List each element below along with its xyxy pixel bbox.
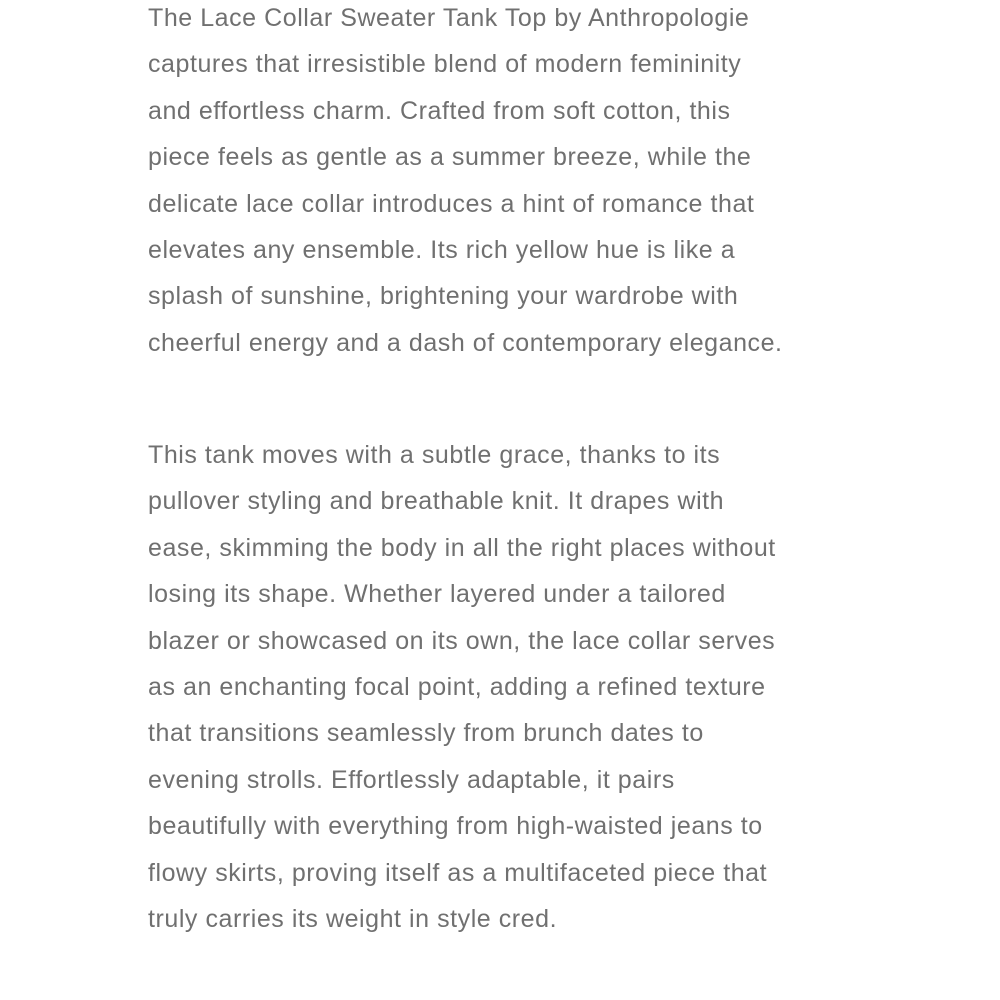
- paragraph-line: as an enchanting focal point, adding a refined texture: [148, 672, 766, 701]
- description-paragraph-2: [148, 432, 776, 942]
- paragraph-line: cheerful energy and a dash of contemporary elegance.: [148, 328, 783, 357]
- paragraph-line: captures that irresistible blend of modern femininity: [148, 50, 742, 79]
- paragraph-line: beautifully with everything from high-waisted jeans to: [148, 812, 763, 841]
- paragraph-line: losing its shape. Whether layered under a tailored: [148, 580, 726, 609]
- paragraph-line: This tank moves with a subtle grace, thanks to its: [148, 441, 721, 469]
- paragraph-line: piece feels as gentle as a summer breeze, while the: [148, 143, 752, 172]
- paragraph-line: truly carries its weight in style cred.: [148, 904, 558, 933]
- paragraph-line: splash of sunshine, brightening your wardrobe with: [148, 282, 739, 311]
- paragraph-line: elevates any ensemble. Its rich yellow hue is like a: [148, 235, 736, 264]
- paragraph-line: ease, skimming the body in all the right places without: [148, 533, 776, 562]
- paragraph-line: and effortless charm. Crafted from soft cotton, this: [148, 96, 731, 125]
- paragraph-line: flowy skirts, proving itself as a multifaceted piece that: [148, 858, 768, 887]
- paragraph-line: The Lace Collar Sweater Tank Top by Anthropologie: [148, 4, 750, 32]
- description-paragraph-1: [148, 0, 783, 366]
- paragraph-line: evening strolls. Effortlessly adaptable, it pairs: [148, 765, 675, 794]
- paragraph-line: that transitions seamlessly from brunch dates to: [148, 719, 704, 748]
- paragraph-line: pullover styling and breathable knit. It drapes with: [148, 487, 725, 516]
- paragraph-line: delicate lace collar introduces a hint of romance that: [148, 189, 755, 218]
- paragraph-line: blazer or showcased on its own, the lace collar serves: [148, 626, 776, 655]
